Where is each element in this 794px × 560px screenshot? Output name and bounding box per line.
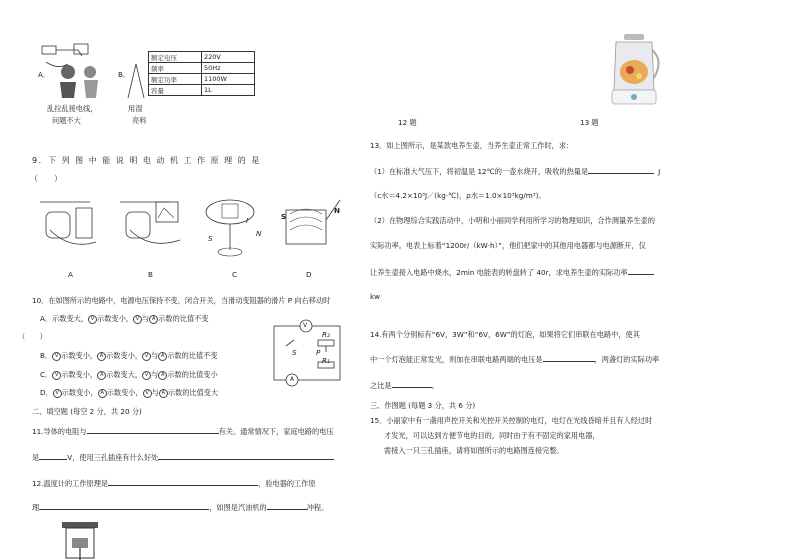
option-b-letter: B． (118, 70, 131, 79)
q13-part2-line1: （2）在物理综合实践活动中，小明和小丽同学利用所学习的物理知识，合作测量养生壶的 (370, 216, 655, 225)
q9-symbol-n-c: N (256, 229, 262, 238)
ammeter-icon: A (158, 352, 167, 361)
q15-line-1: 15．小丽家中有一盏用声控开关和光控开关控制的电灯，电灯在光线昏暗并且有人经过时 (370, 416, 653, 425)
voltmeter-icon: V (88, 315, 97, 324)
option-a-caption-2: 问题不大 (52, 116, 81, 125)
q10-option-a: A．示数变大， V 示数变小， V 与 A 示数的比值不变 (40, 314, 209, 323)
answer-blank[interactable] (628, 267, 654, 275)
answer-blank[interactable] (39, 502, 209, 510)
kettle-spec-table (148, 51, 255, 96)
q10-option-b: B． V 示数变小， A 示数变小， V 与 A 示数的比值不变 (40, 351, 218, 360)
q10-option-d: D． V 示数变小， A 示数变小， V 与 A 示数的比值变大 (40, 388, 219, 397)
q9-symbol-s-c: S (208, 234, 213, 243)
answer-blank[interactable] (108, 478, 258, 486)
q13-part1: （1）在标准大气压下，将初温是 12℃的一壶水烧开，吸收的热量是 J (370, 167, 661, 176)
option-a-caption: 乱拉乱接电线， (47, 104, 98, 113)
q10-circuit-diagram (268, 316, 348, 386)
voltmeter-icon: V (143, 389, 152, 398)
option-b-caption: 用湿 (128, 104, 143, 113)
q13-part2-line2: 实际功率。电表上标着“1200r/（kW·h）”，他们把家中的其他用电器都与电源断开，仅 (370, 241, 646, 250)
figure-d (286, 200, 340, 244)
figure-a (40, 202, 96, 244)
table-row: 额定功率 1100W (149, 74, 255, 85)
q9-text: 9．下 列 图 中 能 说 明 电 动 机 工 作 原 理 的 是 (32, 156, 261, 165)
circuit-ammeter-label: A (290, 376, 295, 383)
ammeter-icon: A (158, 371, 167, 380)
q9-label-c: C (232, 270, 238, 279)
q11-line-1: 11.导体的电阻与 有关。通常情况下，家庭电路的电压 (32, 427, 334, 436)
option-a-letter: A． (38, 70, 51, 79)
q9-label-a: A (68, 270, 73, 279)
circuit-voltmeter-label: V (303, 322, 308, 329)
answer-blank[interactable] (87, 426, 219, 434)
ammeter-icon: A (98, 389, 107, 398)
table-row: 容量 1L (149, 85, 255, 96)
option-b-caption-2: 亮料 (132, 116, 147, 125)
q12-line-2: 理 ，如图是汽油机的 冲程。 (32, 503, 329, 512)
q10-option-c: C． V 示数变小， A 示数变大， V 与 A 示数的比值变小 (40, 370, 218, 379)
label-q12: 12 题 (398, 118, 417, 127)
q14-line-2: 中一个灯泡能正常发光，则加在串联电路两端的电压是 ，两盏灯的实际功率 (370, 355, 660, 364)
q9-symbol-s-d: S (281, 212, 287, 221)
gasoline-engine-drawing (52, 518, 108, 560)
q11-line-2: 是 V，使用三孔插座有什么好处 (32, 452, 334, 462)
health-kettle-image (604, 30, 664, 110)
q9-label-b: B (148, 270, 153, 279)
q9-paren: （ ） (30, 174, 62, 183)
figure-c (206, 200, 254, 256)
q15-line-2: 才发光，可以达到方便节电的目的，同时由于有不固定的家用电器， (384, 431, 600, 440)
answer-blank[interactable] (39, 452, 67, 460)
voltmeter-icon: V (53, 389, 62, 398)
circuit-switch-label: S (292, 348, 297, 357)
ammeter-icon: A (159, 389, 168, 398)
q10-text: 10．在如图所示的电路中，电源电压保持不变，闭合开关，当滑动变阻器的滑片 P 向右移动时 (32, 296, 331, 305)
option-b-illustration (126, 60, 146, 100)
q13-title: 13．如上图所示，是某款电养生壶，当养生壶正常工作时，求： (370, 141, 574, 150)
circuit-r1-label: R₁ (322, 356, 330, 365)
label-q13: 13 题 (580, 118, 599, 127)
voltmeter-icon: V (52, 371, 61, 380)
q13-part2-line3: 让养生壶接入电路中烧水，2min 电能表的转盘转了 40r，求电养生壶的实际功率 (370, 267, 654, 277)
voltmeter-icon: V (52, 352, 61, 361)
section-2-heading: 二、填空题 (每空 2 分，共 20 分) (32, 407, 142, 416)
answer-blank[interactable] (392, 380, 432, 388)
section-3-heading: 三、作图题 (每题 3 分，共 6 分) (370, 401, 476, 410)
ammeter-icon: A (149, 315, 158, 324)
q9-label-d: D (306, 270, 312, 279)
table-row: 额定电压 220V (149, 52, 255, 63)
q9-figures (30, 190, 370, 270)
q9-symbol-i-c: I (246, 216, 249, 225)
circuit-slider-label: P (316, 348, 321, 357)
q14-line-3: 之比是 。 (370, 381, 439, 390)
voltmeter-icon: V (142, 371, 151, 380)
answer-blank[interactable] (158, 452, 334, 460)
figure-b (120, 202, 180, 243)
q10-paren: （ ） (18, 332, 47, 341)
voltmeter-icon: V (133, 315, 142, 324)
ammeter-icon: A (97, 371, 106, 380)
ammeter-icon: A (97, 352, 106, 361)
q12-line-1: 12.温度计的工作原理是 ，验电器的工作原 (32, 479, 316, 488)
q15-line-3: 需接入一只三孔插座，请将如图所示的电路图连接完整。 (384, 446, 564, 455)
answer-blank[interactable] (267, 502, 307, 510)
table-row: 频率 50Hz (149, 63, 255, 74)
q9-symbol-n-d: N (334, 206, 341, 215)
answer-blank[interactable] (543, 354, 595, 362)
voltmeter-icon: V (142, 352, 151, 361)
q14-line-1: 14.有两个分别标有“6V，3W”和“6V，6W”的灯泡，如果将它们串联在电路中，使其 (370, 330, 640, 339)
circuit-r2-label: R₂ (322, 330, 330, 339)
answer-blank[interactable] (588, 166, 654, 174)
q13-constants: （c水＝4.2×10³J／(kg·℃)，ρ水＝1.0×10³kg/m³)。 (370, 191, 546, 200)
q13-unit: kw (370, 292, 381, 301)
